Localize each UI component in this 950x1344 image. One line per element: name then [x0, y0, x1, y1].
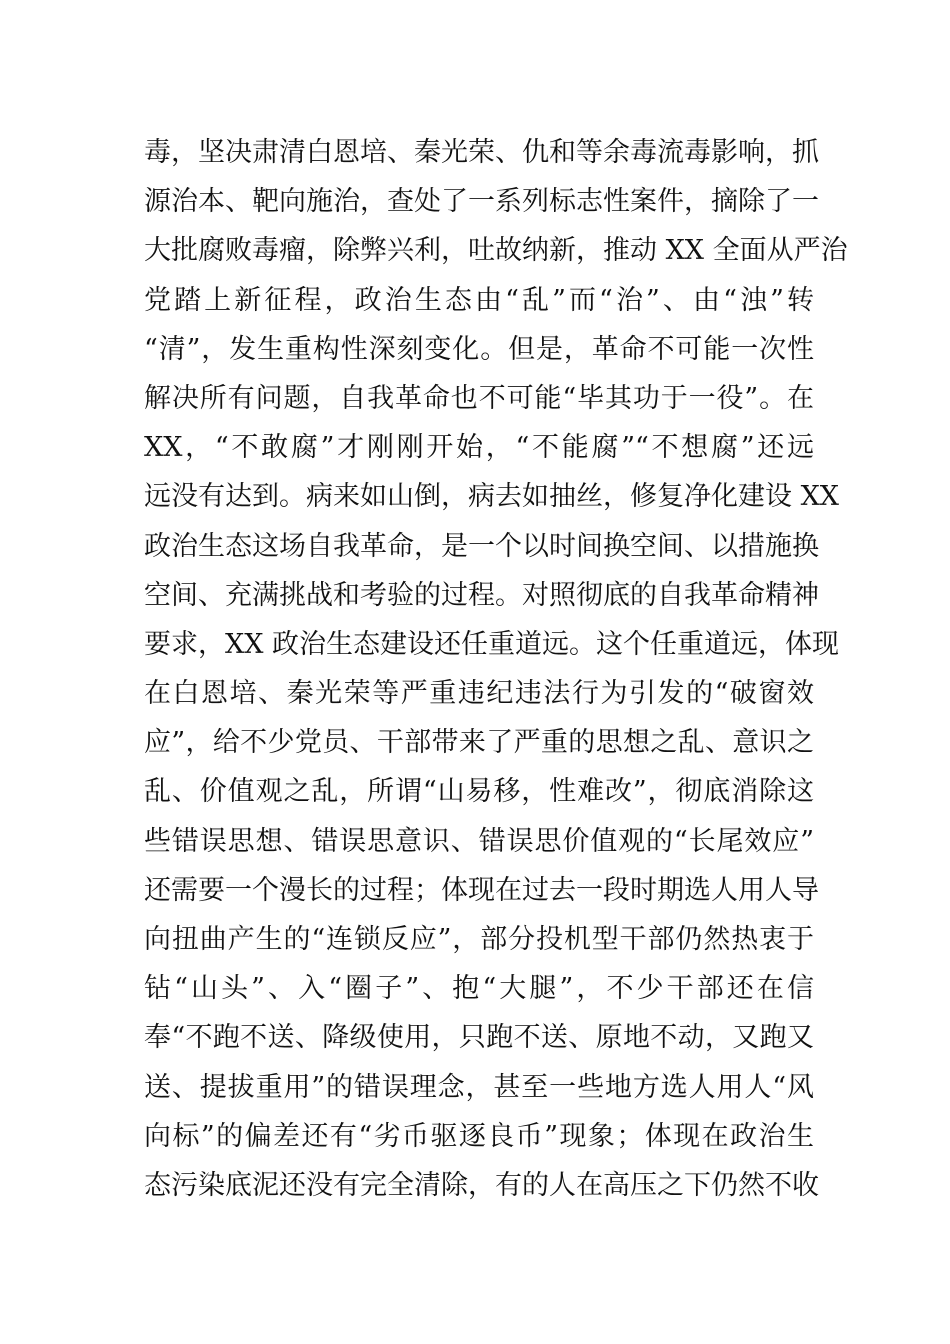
text-line: 党踏上新征程，政治生态由“乱”而“治”、由“浊”转: [144, 284, 814, 316]
text-line: 应”，给不少党员、干部带来了严重的思想之乱、意识之: [144, 727, 814, 759]
text-line: 向标”的偏差还有“劣币驱逐良币”现象；体现在政治生: [144, 1120, 814, 1152]
text-line: “清”，发生重构性深刻变化。但是，革命不可能一次性: [144, 333, 814, 365]
text-line: 大批腐败毒瘤，除弊兴利，吐故纳新，推动 XX 全面从严治: [144, 235, 848, 267]
text-line: 向扭曲产生的“连锁反应”，部分投机型干部仍然热衷于: [144, 924, 814, 955]
text-line: 送、提拔重用”的错误理念，甚至一些地方选人用人“风: [144, 1071, 814, 1103]
text-line: 远没有达到。病来如山倒，病去如抽丝，修复净化建设 XX: [144, 481, 840, 513]
text-line: 奉“不跑不送、降级使用，只跑不送、原地不动，又跑又: [144, 1022, 814, 1054]
text-line: 态污染底泥还没有完全清除，有的人在高压之下仍然不收: [144, 1169, 819, 1201]
text-line: 还需要一个漫长的过程；体现在过去一段时期选人用人导: [144, 874, 819, 906]
text-line: 在白恩培、秦光荣等严重违纪违法行为引发的“破窗效: [144, 678, 814, 710]
text-line: 空间、充满挑战和考验的过程。对照彻底的自我革命精神: [144, 579, 819, 611]
text-line: 乱、价值观之乱，所谓“山易移，性难改”，彻底消除这: [144, 776, 814, 808]
text-line: 些错误思想、错误思意识、错误思价值观的“长尾效应”: [144, 825, 814, 857]
text-line: 毒，坚决肃清白恩培、秦光荣、仇和等余毒流毒影响，抓: [144, 137, 819, 168]
text-line: 源治本、靶向施治，查处了一系列标志性案件，摘除了一: [144, 186, 819, 218]
text-line: 要求，XX 政治生态建设还任重道远。这个任重道远，体现: [144, 628, 840, 660]
text-line: XX，“不敢腐”才刚刚开始，“不能腐”“不想腐”还远: [144, 432, 814, 464]
text-line: 解决所有问题，自我革命也不可能“毕其功于一役”。在: [144, 382, 814, 414]
text-line: 政治生态这场自我革命，是一个以时间换空间、以措施换: [144, 530, 819, 562]
body-paragraph: [144, 128, 848, 1210]
text-line: 钻“山头”、入“圈子”、抱“大腿”，不少干部还在信: [144, 973, 814, 1005]
